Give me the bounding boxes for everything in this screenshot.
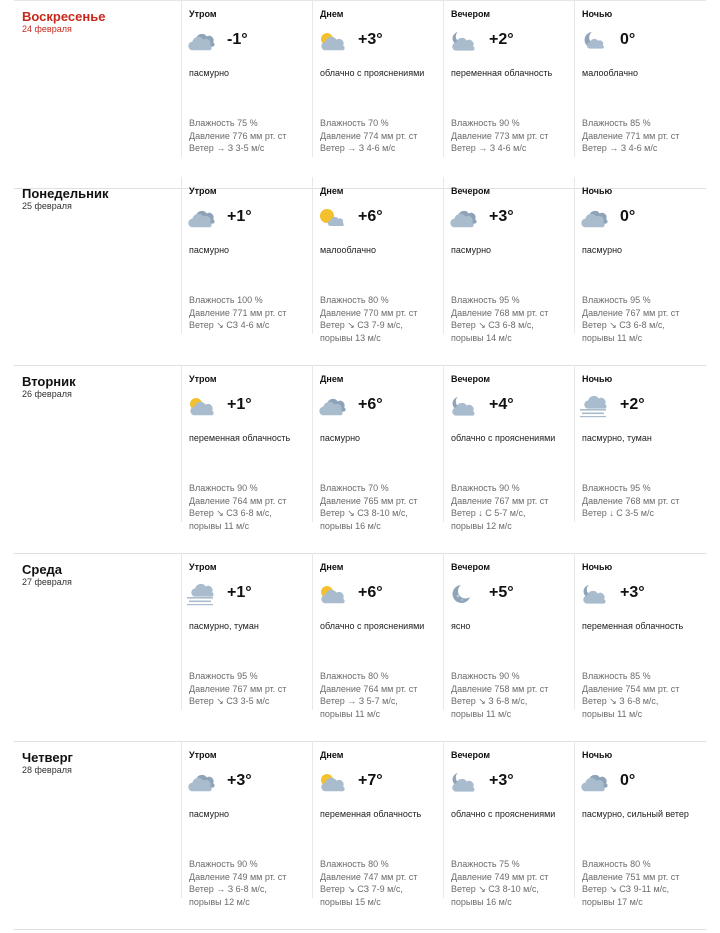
day-date: 28 февраля: [22, 765, 72, 775]
day-date: 27 февраля: [22, 577, 72, 587]
partly-cloudy-night-icon: [580, 583, 608, 605]
day-name: Вторник: [22, 374, 76, 389]
temperature: +2°: [489, 31, 514, 48]
day-name: Среда: [22, 562, 63, 577]
weather-details: [189, 858, 286, 908]
humidity: Влажность 95 %: [582, 295, 651, 305]
humidity: Влажность 75 %: [451, 859, 520, 869]
wind: Ветер → З 4-6 м/с: [582, 143, 658, 153]
weather-details: [189, 294, 286, 332]
period-cell: [574, 365, 706, 522]
weather-details: [320, 482, 417, 532]
condition-text: переменная облачность: [582, 621, 684, 631]
day-block: [14, 553, 706, 742]
wind-gusts: порывы 17 м/с: [582, 896, 643, 907]
temperature: 0°: [620, 31, 636, 48]
humidity: Влажность 90 %: [189, 483, 258, 493]
humidity: Влажность 80 %: [320, 671, 389, 681]
period-cell: [312, 553, 444, 719]
pressure: Давление 768 мм рт. ст: [582, 495, 680, 506]
moon-cloud-icon: [580, 30, 608, 52]
pressure: Давление 764 мм рт. ст: [189, 495, 287, 506]
wind: Ветер ↓ С 5-7 м/с,: [451, 508, 526, 518]
humidity: Влажность 95 %: [189, 671, 258, 681]
period-cell: [443, 553, 575, 719]
period-cell: [443, 177, 575, 343]
period-cell: [312, 741, 444, 907]
humidity: Влажность 75 %: [189, 118, 258, 128]
day-date: 26 февраля: [22, 389, 72, 399]
weather-details: [320, 294, 417, 344]
temperature: +4°: [489, 396, 514, 413]
weather-details: [582, 294, 679, 344]
partly-cloudy-night-icon: [449, 771, 477, 793]
overcast-cloud-icon: [187, 771, 215, 793]
pressure: Давление 749 мм рт. ст: [189, 871, 287, 882]
period-cell: [181, 177, 313, 334]
condition-text: пасмурно, сильный ветер: [582, 809, 689, 819]
wind: Ветер ↘ СЗ 9-11 м/с,: [582, 884, 670, 894]
condition-text: облачно с прояснениями: [451, 809, 556, 819]
humidity: Влажность 80 %: [320, 295, 389, 305]
pressure: Давление 770 мм рт. ст: [320, 307, 418, 318]
temperature: +1°: [227, 396, 252, 413]
pressure: Давление 773 мм рт. ст: [451, 130, 549, 141]
condition-text: пасмурно: [451, 245, 492, 255]
overcast-cloud-icon: [580, 207, 608, 229]
temperature: +6°: [358, 584, 383, 601]
temperature: 0°: [620, 772, 636, 789]
weather-details: [320, 858, 417, 908]
wind: Ветер ↘ СЗ 6-8 м/с,: [189, 508, 272, 518]
period-cell: [574, 177, 706, 343]
period-title: Вечером: [451, 186, 491, 196]
period-title: Днем: [320, 9, 344, 19]
weather-details: [320, 117, 417, 155]
period-cell: [574, 741, 706, 907]
weather-details: [451, 294, 548, 344]
period-title: Днем: [320, 186, 344, 196]
wind-gusts: порывы 11 м/с: [582, 332, 643, 343]
overcast-cloud-icon: [318, 395, 346, 417]
humidity: Влажность 90 %: [451, 118, 520, 128]
pressure: Давление 774 мм рт. ст: [320, 130, 418, 141]
wind: Ветер ↘ СЗ 7-9 м/с,: [320, 884, 403, 894]
overcast-cloud-icon: [580, 771, 608, 793]
wind-gusts: порывы 11 м/с: [320, 708, 381, 719]
overcast-cloud-icon: [187, 30, 215, 52]
humidity: Влажность 80 %: [320, 859, 389, 869]
humidity: Влажность 85 %: [582, 671, 651, 681]
wind-gusts: порывы 13 м/с: [320, 332, 381, 343]
period-title: Ночью: [582, 750, 613, 760]
pressure: Давление 765 мм рт. ст: [320, 495, 418, 506]
wind: Ветер ↘ З 6-8 м/с,: [582, 696, 659, 706]
wind: Ветер ↘ СЗ 8-10 м/с,: [320, 508, 408, 518]
weather-details: [189, 117, 286, 155]
partly-cloudy-day-icon: [318, 771, 346, 793]
wind: Ветер ↘ СЗ 8-10 м/с,: [451, 884, 539, 894]
partly-cloudy-night-icon: [449, 395, 477, 417]
partly-cloudy-day-icon: [318, 583, 346, 605]
condition-text: пасмурно: [189, 245, 230, 255]
humidity: Влажность 90 %: [451, 671, 520, 681]
period-title: Вечером: [451, 562, 491, 572]
partly-cloudy-day-icon: [187, 395, 215, 417]
temperature: 0°: [620, 208, 636, 225]
pressure: Давление 754 мм рт. ст: [582, 683, 680, 694]
condition-text: пасмурно: [189, 809, 230, 819]
wind: Ветер ↘ СЗ 6-8 м/с,: [582, 320, 665, 330]
wind: Ветер ↓ С 3-5 м/с: [582, 508, 654, 518]
period-title: Днем: [320, 750, 344, 760]
period-title: Утром: [189, 750, 217, 760]
wind-gusts: порывы 12 м/с: [189, 896, 250, 907]
humidity: Влажность 95 %: [582, 483, 651, 493]
condition-text: пасмурно: [320, 433, 361, 443]
weather-details: [451, 670, 548, 720]
temperature: +1°: [227, 584, 252, 601]
weather-details: [451, 858, 548, 908]
day-name: Понедельник: [22, 186, 109, 201]
period-title: Ночью: [582, 562, 613, 572]
wind-gusts: порывы 16 м/с: [451, 896, 512, 907]
weather-details: [320, 670, 417, 720]
period-cell: [181, 553, 313, 710]
weather-details: [582, 670, 679, 720]
overcast-cloud-icon: [187, 207, 215, 229]
day-block: [14, 0, 706, 189]
day-header: [22, 186, 182, 212]
wind-gusts: порывы 14 м/с: [451, 332, 512, 343]
condition-text: пасмурно: [189, 68, 230, 78]
day-block: [14, 177, 706, 366]
pressure: Давление 751 мм рт. ст: [582, 871, 680, 882]
condition-text: переменная облачность: [320, 809, 422, 819]
fog-cloud-icon: [580, 395, 608, 417]
pressure: Давление 747 мм рт. ст: [320, 871, 418, 882]
fog-cloud-icon: [187, 583, 215, 605]
period-cell: [312, 365, 444, 531]
partly-cloudy-day-icon: [318, 30, 346, 52]
temperature: +7°: [358, 772, 383, 789]
wind: Ветер → З 5-7 м/с,: [320, 696, 398, 706]
period-title: Днем: [320, 562, 344, 572]
period-title: Утром: [189, 562, 217, 572]
period-title: Вечером: [451, 9, 491, 19]
humidity: Влажность 100 %: [189, 295, 263, 305]
period-cell: [443, 741, 575, 907]
wind-gusts: порывы 12 м/с: [451, 520, 512, 531]
humidity: Влажность 90 %: [189, 859, 258, 869]
wind: Ветер → З 6-8 м/с,: [189, 884, 267, 894]
wind: Ветер → З 4-6 м/с: [320, 143, 396, 153]
period-cell: [574, 0, 706, 157]
day-header: [22, 562, 182, 588]
day-name: Воскресенье: [22, 9, 106, 24]
temperature: +5°: [489, 584, 514, 601]
humidity: Влажность 85 %: [582, 118, 651, 128]
period-cell: [574, 553, 706, 719]
day-header: [22, 750, 182, 776]
wind: Ветер ↘ СЗ 7-9 м/с,: [320, 320, 403, 330]
temperature: +3°: [620, 584, 645, 601]
condition-text: облачно с прояснениями: [320, 621, 425, 631]
wind: Ветер ↘ СЗ 4-6 м/с: [189, 320, 270, 330]
weather-details: [189, 482, 286, 532]
period-cell: [181, 0, 313, 157]
period-title: Утром: [189, 374, 217, 384]
humidity: Влажность 95 %: [451, 295, 520, 305]
day-block: [14, 741, 706, 930]
period-cell: [312, 0, 444, 157]
humidity: Влажность 70 %: [320, 118, 389, 128]
period-title: Утром: [189, 9, 217, 19]
overcast-cloud-icon: [449, 207, 477, 229]
weather-details: [451, 482, 548, 532]
period-title: Ночью: [582, 374, 613, 384]
period-cell: [443, 0, 575, 157]
wind: Ветер → З 3-5 м/с: [189, 143, 265, 153]
wind: Ветер ↘ СЗ 6-8 м/с,: [451, 320, 534, 330]
weather-details: [582, 117, 679, 155]
condition-text: пасмурно: [582, 245, 623, 255]
temperature: +3°: [358, 31, 383, 48]
day-block: [14, 365, 706, 554]
humidity: Влажность 80 %: [582, 859, 651, 869]
pressure: Давление 758 мм рт. ст: [451, 683, 549, 694]
period-title: Днем: [320, 374, 344, 384]
temperature: +3°: [227, 772, 252, 789]
weather-details: [451, 117, 548, 155]
wind: Ветер ↘ СЗ 3-5 м/с: [189, 696, 270, 706]
day-name: Четверг: [22, 750, 73, 765]
temperature: +1°: [227, 208, 252, 225]
day-date: 24 февраля: [22, 24, 72, 34]
pressure: Давление 776 мм рт. ст: [189, 130, 287, 141]
weather-details: [189, 670, 286, 708]
period-cell: [181, 365, 313, 531]
temperature: +3°: [489, 772, 514, 789]
period-title: Утром: [189, 186, 217, 196]
period-cell: [443, 365, 575, 531]
partly-cloudy-night-icon: [449, 30, 477, 52]
condition-text: ясно: [451, 621, 471, 631]
condition-text: переменная облачность: [189, 433, 291, 443]
pressure: Давление 771 мм рт. ст: [582, 130, 680, 141]
weather-details: [582, 858, 679, 908]
sun-small-cloud-icon: [318, 207, 346, 229]
day-header: [22, 374, 182, 400]
day-date: 25 февраля: [22, 201, 72, 211]
period-title: Ночью: [582, 9, 613, 19]
condition-text: облачно с прояснениями: [320, 68, 425, 78]
wind-gusts: порывы 16 м/с: [320, 520, 381, 531]
pressure: Давление 771 мм рт. ст: [189, 307, 287, 318]
condition-text: пасмурно, туман: [189, 621, 259, 631]
wind: Ветер → З 4-6 м/с: [451, 143, 527, 153]
wind-gusts: порывы 11 м/с: [451, 708, 512, 719]
temperature: +3°: [489, 208, 514, 225]
period-title: Вечером: [451, 750, 491, 760]
pressure: Давление 768 мм рт. ст: [451, 307, 549, 318]
pressure: Давление 767 мм рт. ст: [451, 495, 549, 506]
humidity: Влажность 90 %: [451, 483, 520, 493]
temperature: +6°: [358, 208, 383, 225]
pressure: Давление 767 мм рт. ст: [582, 307, 680, 318]
temperature: +6°: [358, 396, 383, 413]
period-cell: [312, 177, 444, 343]
condition-text: малооблачно: [582, 68, 639, 78]
condition-text: облачно с прояснениями: [451, 433, 556, 443]
day-header: [22, 9, 182, 35]
pressure: Давление 767 мм рт. ст: [189, 683, 287, 694]
weather-details: [582, 482, 679, 520]
temperature: -1°: [227, 31, 248, 48]
condition-text: переменная облачность: [451, 68, 553, 78]
humidity: Влажность 70 %: [320, 483, 389, 493]
condition-text: малооблачно: [320, 245, 377, 255]
period-title: Вечером: [451, 374, 491, 384]
period-title: Ночью: [582, 186, 613, 196]
pressure: Давление 749 мм рт. ст: [451, 871, 549, 882]
wind-gusts: порывы 15 м/с: [320, 896, 381, 907]
temperature: +2°: [620, 396, 645, 413]
wind: Ветер ↘ З 6-8 м/с,: [451, 696, 528, 706]
wind-gusts: порывы 11 м/с: [582, 708, 643, 719]
wind-gusts: порывы 11 м/с: [189, 520, 250, 531]
moon-icon: [449, 583, 477, 605]
condition-text: пасмурно, туман: [582, 433, 652, 443]
period-cell: [181, 741, 313, 907]
pressure: Давление 764 мм рт. ст: [320, 683, 418, 694]
